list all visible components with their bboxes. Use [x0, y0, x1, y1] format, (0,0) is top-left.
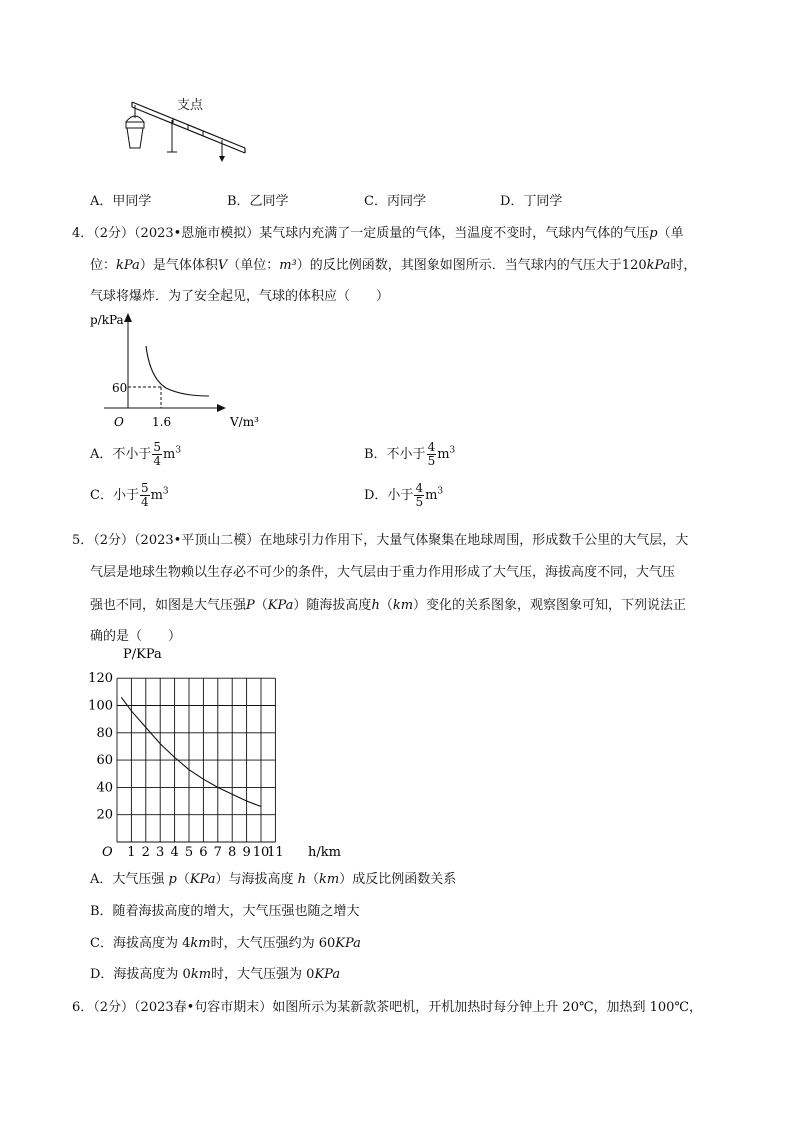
fraction: $\frac{5}{4}$ [140, 481, 149, 509]
q4-option-c: C．小于 $\frac{5}{4}$ $m^3$ [90, 481, 169, 509]
y-tick-label: 80 [96, 725, 113, 741]
fraction: $\frac{5}{4}$ [153, 440, 162, 468]
q5-ylabel: P/KPa [123, 647, 162, 662]
q4-x-tick: 1.6 [152, 415, 172, 429]
x-tick-label: 9 [242, 845, 251, 860]
x-tick-label: 8 [228, 845, 237, 860]
q5-x-ticks [127, 845, 283, 860]
x-tick-label: 3 [156, 845, 165, 860]
pivot-label: 支点 [177, 98, 204, 113]
q4-origin: O [114, 415, 124, 429]
q5-xlabel: h/km [308, 845, 341, 860]
q3-option-c: C．丙同学 [364, 194, 426, 209]
x-tick-label: 2 [141, 845, 150, 860]
y-tick-label: 40 [96, 780, 113, 796]
q5-origin: O [102, 845, 113, 860]
q5-option-b: B．随着海拔高度的增大，大气压强也随之增大 [90, 904, 360, 919]
q5-stem-line-2: 气层是地球生物赖以生存必不可少的条件，大气层由于重力作用形成了大气压，海拔高度不同，大气压 [90, 565, 676, 580]
q5-option-a: A．大气压强 p（KPa）与海拔高度 h（km）成反比例函数关系 [90, 872, 457, 887]
q5-y-ticks [88, 671, 113, 823]
q4-graph [86, 308, 261, 433]
q4-ylabel: p/kPa [90, 313, 124, 327]
x-tick-label: 4 [170, 845, 179, 860]
q3-option-d: D．丁同学 [500, 194, 563, 209]
q5-option-c: C．海拔高度为 4km时，大气压强约为 60KPa [90, 936, 361, 951]
q5-stem-line-4: 确的是（ ） [90, 629, 182, 644]
q4-curve [146, 346, 209, 396]
q3-option-a: A．甲同学 [90, 194, 152, 209]
q4-option-d: D．小于 $\frac{4}{5}$ $m^3$ [364, 481, 444, 509]
fraction: $\frac{4}{5}$ [415, 481, 424, 509]
q5-series-line [121, 697, 261, 806]
x-tick-label: 11 [267, 845, 284, 860]
q4-option-b: B．不小于 $\frac{4}{5}$ $m^3$ [364, 440, 456, 468]
x-tick-label: 10 [252, 845, 270, 860]
y-tick-label: 20 [96, 807, 113, 823]
x-tick-label: 5 [184, 845, 194, 860]
q4-stem-line-3: 气球将爆炸．为了安全起见，气球的体积应（ ） [90, 289, 390, 304]
q4-stem-line-2: 位：kPa）是气体体积V（单位：m³）的反比例函数，其图象如图所示．当气球内的气压大于120kPa时， [90, 258, 697, 273]
q3-option-b: B．乙同学 [227, 194, 289, 209]
q6-stem-line-1: 6．（2分）（2023春•句容市期末）如图所示为某新款茶吧机，开机加热时每分钟上升 20℃，加热到 100℃， [72, 1000, 702, 1015]
y-tick-label: 120 [88, 671, 113, 687]
q4-option-a: A．不小于 $\frac{5}{4}$ $m^3$ [90, 440, 182, 468]
q5-option-d: D．海拔高度为 0km时，大气压强为 0KPa [90, 967, 341, 982]
y-tick-label: 100 [88, 698, 113, 714]
y-tick-label: 60 [96, 753, 113, 769]
q5-chart [80, 640, 370, 865]
q5-stem-line-3: 强也不同，如图是大气压强P（KPa）随海拔高度h（km）变化的关系图象，观察图象可知，下列说法正 [90, 598, 687, 613]
x-tick-label: 1 [127, 845, 136, 860]
q5-stem-line-1: 5．（2分）（2023•平顶山二模）在地球引力作用下，大量气体聚集在地球周围，形成数千公里的大气层，大 [72, 533, 689, 548]
q4-stem-line-1: 4．（2分）（2023•恩施市模拟）某气球内充满了一定质量的气体，当温度不变时，气球内气体的气压p（单 [72, 226, 684, 241]
x-tick-label: 6 [199, 845, 208, 860]
q4-xlabel: V/m³ [230, 415, 259, 429]
fraction: $\frac{4}{5}$ [427, 440, 436, 468]
x-tick-label: 7 [213, 845, 222, 860]
q5-grid [117, 678, 275, 842]
q4-y-tick: 60 [112, 381, 128, 395]
